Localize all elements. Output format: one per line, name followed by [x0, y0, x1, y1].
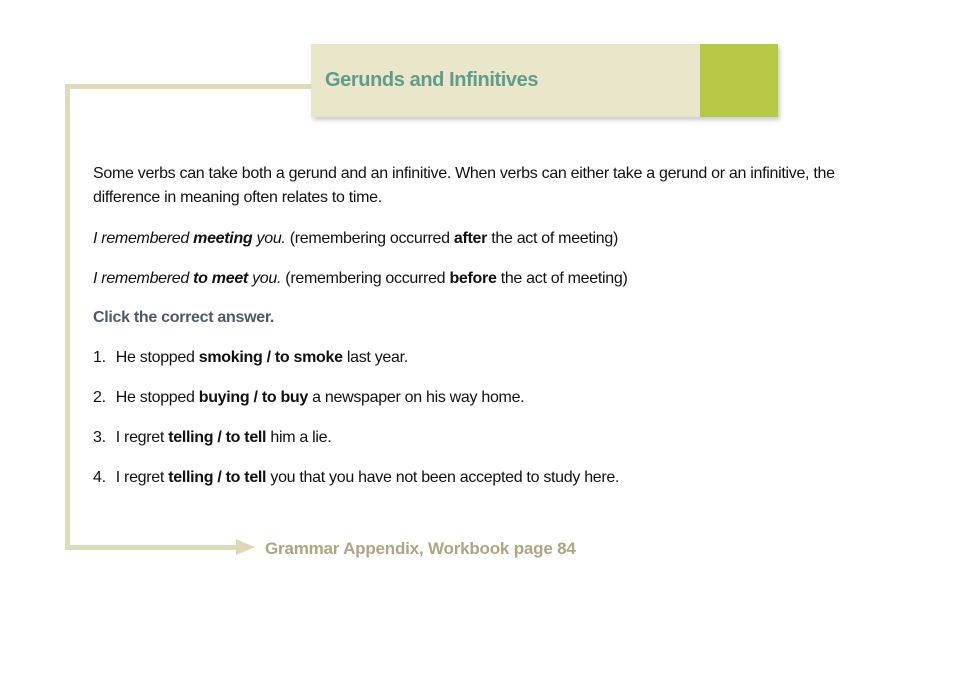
question-text: him a lie. [266, 429, 332, 446]
example-verb: meeting [193, 230, 253, 247]
example-sentence-2 [93, 267, 628, 291]
answer-choice-1[interactable]: telling [168, 469, 214, 486]
connector-line-vertical [65, 84, 70, 550]
example-text: I remembered [93, 230, 194, 247]
question-number: 1. [93, 349, 106, 366]
example-text: I remembered [93, 270, 194, 287]
question-row-3 [93, 426, 331, 450]
answer-choice-1[interactable]: smoking [198, 349, 263, 366]
example-text: you. [252, 230, 286, 247]
choice-separator: / [213, 429, 226, 446]
header-accent-square [700, 44, 778, 117]
intro-paragraph: Some verbs can take both a gerund and an infinitive. When verbs can either take a gerund or an infinitive, the difference in meaning often relates to time. [93, 165, 835, 206]
example-text: you. [247, 270, 282, 287]
answer-choice-1[interactable]: telling [168, 429, 214, 446]
answer-choice-2[interactable]: to buy [261, 389, 309, 406]
question-row-1 [93, 346, 408, 370]
question-text: last year. [342, 349, 408, 366]
question-text: I regret [115, 429, 169, 446]
question-row-4 [93, 466, 619, 490]
choice-separator: / [249, 389, 262, 406]
question-number: 4. [93, 469, 106, 486]
example-sentence-1 [93, 227, 618, 251]
answer-choice-2[interactable]: to tell [225, 469, 267, 486]
question-number: 3. [93, 429, 106, 446]
example-keyword: after [453, 230, 488, 247]
question-text: He stopped [115, 389, 199, 406]
choice-separator: / [262, 349, 275, 366]
question-row-2 [93, 386, 524, 410]
question-text: He stopped [115, 349, 199, 366]
footer-reference: Grammar Appendix, Workbook page 84 [265, 539, 576, 558]
page-title: Gerunds and Infinitives [325, 69, 539, 91]
example-explanation: the act of meeting) [487, 230, 619, 247]
question-number: 2. [93, 389, 106, 406]
example-explanation: (remembering occurred [281, 270, 450, 287]
example-explanation: (remembering occurred [285, 230, 454, 247]
example-keyword: before [449, 270, 497, 287]
arrow-right-icon [236, 539, 255, 555]
choice-separator: / [213, 469, 226, 486]
connector-line-bottom [65, 545, 237, 550]
answer-choice-2[interactable]: to tell [225, 429, 267, 446]
answer-choice-2[interactable]: to smoke [274, 349, 343, 366]
header-title-box [311, 44, 778, 117]
instruction-text: Click the correct answer. [93, 309, 275, 326]
example-verb: to meet [193, 270, 248, 287]
question-text: a newspaper on his way home. [308, 389, 525, 406]
example-explanation: the act of meeting) [496, 270, 628, 287]
question-text: I regret [115, 469, 169, 486]
connector-line-top [65, 84, 311, 89]
question-text: you that you have not been accepted to study here. [266, 469, 620, 486]
answer-choice-1[interactable]: buying [198, 389, 250, 406]
